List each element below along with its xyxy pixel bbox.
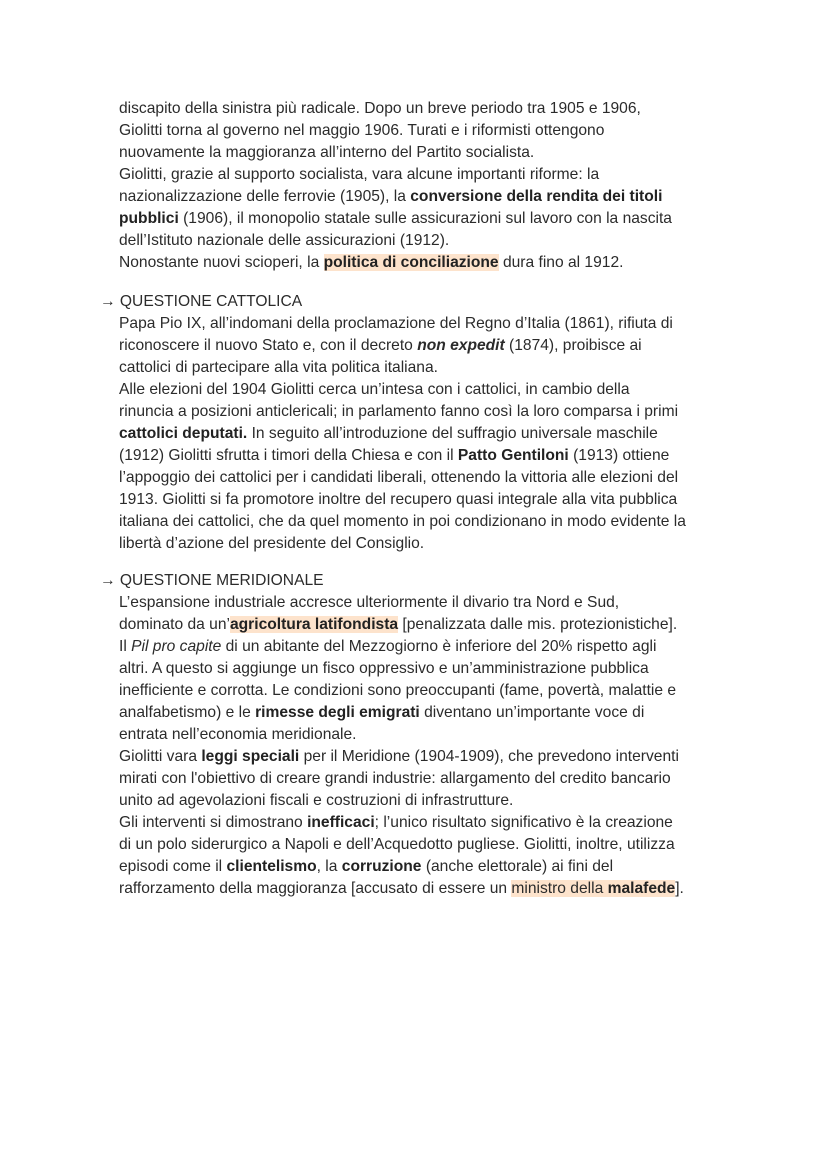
- text-line: di un polo siderurgico a Napoli e dell’Acquedotto pugliese. Giolitti, inoltre, utilizza: [119, 836, 675, 853]
- text-line: [119, 856, 759, 878]
- cattolica-paragraph: [119, 313, 759, 555]
- text-run: In seguito all’introduzione del suffragio universale maschile: [247, 425, 658, 442]
- text-line: italiana dei cattolici, che da quel momento in poi condizionano in modo evidente la: [119, 513, 686, 530]
- italic-term: Pil pro capite: [131, 638, 222, 655]
- text-run: (anche elettorale) ai fini del: [421, 858, 614, 875]
- text-run: analfabetismo) e le: [119, 704, 256, 721]
- text-line: rinuncia a posizioni anticlericali; in parlamento fanno così la loro comparsa i primi: [119, 403, 679, 420]
- text-line: l’appoggio dei cattolici per i candidati liberali, ottenendo la vittoria alle elezioni del: [119, 469, 679, 486]
- text-run: nazionalizzazione delle ferrovie (1905), la: [119, 188, 411, 205]
- bold-term: corruzione: [341, 858, 422, 875]
- text-line: unito ad agevolazioni fiscali e costruzioni di infrastrutture.: [119, 792, 514, 809]
- intro-paragraph: [119, 98, 759, 274]
- text-line: [119, 636, 759, 658]
- section-heading-cattolica: → QUESTIONE CATTOLICA: [100, 293, 303, 310]
- bold-term: conversione della rendita dei titoli: [410, 188, 663, 205]
- text-run: Nonostante nuovi scioperi, la: [119, 254, 324, 271]
- section-heading-meridionale: → QUESTIONE MERIDIONALE: [100, 572, 324, 589]
- text-line: [119, 878, 759, 900]
- text-line: mirati con l'obiettivo di creare grandi industrie: allargamento del credito bancario: [119, 770, 671, 787]
- text-line: [119, 746, 759, 768]
- text-run: [penalizzata dalle mis. protezionistiche].: [398, 616, 678, 633]
- bold-term: malafede: [607, 880, 676, 897]
- text-line: 1913. Giolitti si fa promotore inoltre del recupero quasi integrale alla vita pubblica: [119, 491, 678, 508]
- text-run: riconoscere il nuovo Stato e, con il decreto: [119, 337, 418, 354]
- highlighted-term: agricoltura latifondista: [229, 616, 399, 633]
- text-line: Papa Pio IX, all’indomani della proclamazione del Regno d’Italia (1861), rifiuta di: [119, 315, 673, 332]
- text-run: dominato da un’: [119, 616, 230, 633]
- text-line: [119, 445, 759, 467]
- meridionale-section: [119, 592, 759, 900]
- bold-italic-term: non expedit: [417, 337, 505, 354]
- text-run: per il Meridione (1904-1909), che prevedono interventi: [299, 748, 679, 765]
- text-run: ].: [675, 880, 684, 897]
- text-run: Giolitti vara: [119, 748, 202, 765]
- text-line: L’espansione industriale accresce ulteriormente il divario tra Nord e Sud,: [119, 594, 620, 611]
- bold-term: Patto Gentiloni: [457, 447, 569, 464]
- text-line: Alle elezioni del 1904 Giolitti cerca un’intesa con i cattolici, in cambio della: [119, 381, 630, 398]
- text-run: , la: [316, 858, 342, 875]
- text-run: (1912) Giolitti sfrutta i timori della Chiesa e con il: [119, 447, 458, 464]
- text-line: libertà d’azione del presidente del Consiglio.: [119, 535, 425, 552]
- text-run: di un abitante del Mezzogiorno è inferiore del 20% rispetto agli: [221, 638, 657, 655]
- text-line: [119, 702, 759, 724]
- meridionale-paragraph: [119, 592, 759, 900]
- text-line: [119, 812, 759, 834]
- text-line: cattolici di partecipare alla vita politica italiana.: [119, 359, 438, 376]
- text-run: rafforzamento della maggioranza [accusato di essere un: [119, 880, 512, 897]
- bold-term: inefficaci: [307, 814, 375, 831]
- bold-term: cattolici deputati.: [119, 425, 248, 442]
- text-line: [119, 423, 759, 445]
- text-run: Gli interventi si dimostrano: [119, 814, 308, 831]
- text-run: (1906), il monopolio statale sulle assicurazioni sul lavoro con la nascita: [178, 210, 672, 227]
- cattolica-section: [119, 313, 759, 555]
- bold-term: pubblici: [119, 210, 179, 227]
- text-line: [119, 252, 759, 274]
- text-run: dura fino al 1912.: [498, 254, 624, 271]
- text-line: discapito della sinistra più radicale. Dopo un breve periodo tra 1905 e 1906,: [119, 100, 641, 117]
- bold-term: rimesse degli emigrati: [255, 704, 420, 721]
- text-line: [119, 614, 759, 636]
- highlighted-term: [511, 880, 675, 897]
- text-run: episodi come il: [119, 858, 227, 875]
- text-line: [119, 208, 759, 230]
- text-line: [119, 335, 759, 357]
- text-line: entrata nell’economia meridionale.: [119, 726, 357, 743]
- bold-term: clientelismo: [226, 858, 317, 875]
- text-line: dell’Istituto nazionale delle assicurazioni (1912).: [119, 232, 450, 249]
- text-run: (1913) ottiene: [568, 447, 670, 464]
- bold-term: leggi speciali: [201, 748, 300, 765]
- text-line: inefficiente e corrotta. Le condizioni sono preoccupanti (fame, povertà, malattie e: [119, 682, 677, 699]
- text-run: ; l’unico risultato significativo è la creazione: [374, 814, 673, 831]
- text-run: Il: [119, 638, 132, 655]
- text-line: nuovamente la maggioranza all’interno del Partito socialista.: [119, 144, 535, 161]
- text-run: diventano un’importante voce di: [419, 704, 645, 721]
- text-line: altri. A questo si aggiunge un fisco oppressivo e un’amministrazione pubblica: [119, 660, 649, 677]
- text-line: [119, 186, 759, 208]
- intro-section: [119, 98, 759, 274]
- text-line: Giolitti, grazie al supporto socialista, vara alcune importanti riforme: la: [119, 166, 600, 183]
- text-line: Giolitti torna al governo nel maggio 1906. Turati e i riformisti ottengono: [119, 122, 605, 139]
- highlighted-term: politica di conciliazione: [323, 254, 499, 271]
- text-run: ministro della: [511, 880, 608, 897]
- text-run: (1874), proibisce ai: [504, 337, 642, 354]
